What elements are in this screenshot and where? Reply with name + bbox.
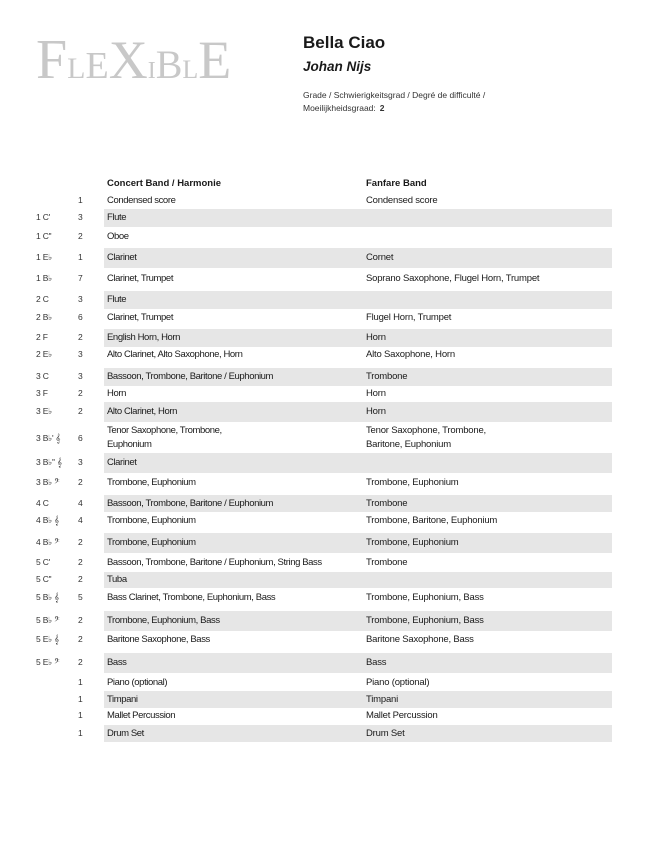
concert-band-instruments: Clarinet, Trumpet [107, 273, 174, 284]
table-row [0, 474, 648, 491]
part-label: 5 E♭ 𝄞 [36, 634, 59, 644]
fanfare-band-instruments: Timpani [366, 694, 399, 705]
table-row [0, 611, 648, 631]
part-quantity: 2 [78, 634, 83, 644]
table-row [0, 193, 648, 208]
part-quantity: 3 [78, 212, 83, 222]
concert-band-instruments: Trombone, Euphonium [107, 537, 196, 548]
fanfare-band-instruments: Flugel Horn, Trumpet [366, 312, 452, 323]
fanfare-band-instruments: Trombone [366, 498, 408, 509]
part-quantity: 1 [78, 728, 83, 738]
part-quantity: 3 [78, 294, 83, 304]
table-row [0, 533, 648, 553]
part-label: 3 B♭'' 𝄞 [36, 457, 62, 467]
table-row [0, 228, 648, 245]
part-label: 2 B♭ [36, 312, 52, 322]
table-row [0, 708, 648, 724]
part-label: 2 C [36, 294, 49, 304]
concert-band-instruments: Flute [107, 294, 127, 305]
table-row [0, 402, 648, 422]
part-label: 5 C'' [36, 574, 52, 584]
part-quantity: 2 [78, 332, 83, 342]
part-quantity: 4 [78, 515, 83, 525]
fanfare-band-instruments: Trombone [366, 557, 408, 568]
composer-name: Johan Nijs [303, 59, 372, 74]
part-label: 2 F [36, 332, 48, 342]
table-row [0, 424, 648, 453]
table-row [0, 572, 648, 588]
concert-band-instruments: Bass [107, 657, 127, 668]
part-label: 5 C' [36, 557, 51, 567]
part-label: 5 E♭ 𝄢 [36, 657, 60, 667]
fanfare-band-instruments: Alto Saxophone, Horn [366, 349, 455, 360]
part-label: 5 B♭ 𝄞 [36, 592, 59, 602]
flexible-logo: FLEXIBLE [36, 29, 232, 91]
fanfare-band-instruments: Trombone, Euphonium [366, 477, 459, 488]
table-row [0, 725, 648, 742]
part-quantity: 1 [78, 252, 83, 262]
fanfare-band-instruments: Bass [366, 657, 387, 668]
table-row [0, 347, 648, 363]
concert-band-instruments: Bass Clarinet, Trombone, Euphonium, Bass [107, 592, 276, 603]
table-row [0, 248, 648, 268]
part-quantity: 1 [78, 694, 83, 704]
part-label: 1 B♭ [36, 273, 52, 283]
part-label: 4 B♭ 𝄞 [36, 515, 59, 525]
table-row [0, 589, 648, 606]
table-row [0, 386, 648, 401]
concert-band-instruments: Trombone, Euphonium [107, 515, 196, 526]
fanfare-band-instruments: Trombone, Euphonium [366, 537, 459, 548]
part-quantity: 2 [78, 477, 83, 487]
concert-band-instruments: Trombone, Euphonium, Bass [107, 615, 220, 626]
table-row [0, 368, 648, 386]
concert-band-instruments: Tuba [107, 574, 127, 585]
part-label: 3 C [36, 371, 49, 381]
part-quantity: 2 [78, 574, 83, 584]
part-quantity: 3 [78, 457, 83, 467]
fanfare-band-instruments: Trombone [366, 371, 408, 382]
concert-band-instruments: Horn [107, 388, 126, 399]
fanfare-band-instruments: Piano (optional) [366, 677, 430, 688]
concert-band-instruments: Alto Clarinet, Alto Saxophone, Horn [107, 349, 243, 360]
fanfare-band-instruments: Trombone, Baritone, Euphonium [366, 515, 498, 526]
part-label: 4 C [36, 498, 49, 508]
fanfare-band-instruments: Drum Set [366, 728, 405, 739]
table-row [0, 309, 648, 326]
concert-band-instruments: Bassoon, Trombone, Baritone / Euphonium [107, 371, 274, 382]
concert-band-header: Concert Band / Harmonie [107, 178, 222, 189]
concert-band-instruments: Condensed score [107, 195, 176, 206]
table-row [0, 675, 648, 690]
piece-title: Bella Ciao [303, 33, 386, 52]
grade-info [303, 89, 518, 115]
part-quantity: 3 [78, 371, 83, 381]
part-quantity: 2 [78, 388, 83, 398]
part-quantity: 7 [78, 273, 83, 283]
part-quantity: 6 [78, 312, 83, 322]
table-row [0, 691, 648, 708]
part-quantity: 4 [78, 498, 83, 508]
part-quantity: 5 [78, 592, 83, 602]
concert-band-instruments: Clarinet, Trumpet [107, 312, 174, 323]
part-label: 1 E♭ [36, 252, 52, 262]
table-row [0, 495, 648, 512]
part-label: 3 F [36, 388, 48, 398]
concert-band-instruments: Drum Set [107, 728, 144, 739]
part-quantity: 1 [78, 195, 83, 205]
concert-band-instruments: Piano (optional) [107, 677, 168, 688]
part-quantity: 1 [78, 710, 83, 720]
fanfare-band-instruments: Trombone, Euphonium, Bass [366, 615, 484, 626]
fanfare-band-instruments: Horn [366, 406, 386, 417]
part-quantity: 2 [78, 657, 83, 667]
part-label: 1 C' [36, 212, 51, 222]
fanfare-band-instruments: Condensed score [366, 195, 438, 206]
concert-band-instruments: Timpani [107, 694, 138, 705]
part-label: 3 B♭' 𝄞 [36, 433, 61, 443]
part-quantity: 3 [78, 349, 83, 359]
concert-band-instruments: Alto Clarinet, Horn [107, 406, 178, 417]
part-label: 1 C'' [36, 231, 52, 241]
part-label: 4 B♭ 𝄢 [36, 537, 60, 547]
fanfare-band-header: Fanfare Band [366, 178, 427, 189]
part-label: 3 E♭ [36, 406, 52, 416]
concert-band-instruments: Tenor Saxophone, Trombone, Euphonium [107, 425, 222, 450]
grade-value: 2 [379, 103, 385, 113]
concert-band-instruments: Trombone, Euphonium [107, 477, 196, 488]
concert-band-instruments: Mallet Percussion [107, 710, 176, 721]
fanfare-band-instruments: Cornet [366, 252, 394, 263]
table-row [0, 209, 648, 227]
part-quantity: 2 [78, 557, 83, 567]
table-row [0, 270, 648, 287]
fanfare-band-instruments: Tenor Saxophone, Trombone, Baritone, Euphonium [366, 425, 486, 450]
concert-band-instruments: English Horn, Horn [107, 332, 181, 343]
table-row [0, 555, 648, 571]
fanfare-band-instruments: Trombone, Euphonium, Bass [366, 592, 484, 603]
part-quantity: 2 [78, 537, 83, 547]
part-label: 2 E♭ [36, 349, 52, 359]
fanfare-band-instruments: Baritone Saxophone, Bass [366, 634, 474, 645]
table-row [0, 453, 648, 473]
part-quantity: 6 [78, 433, 83, 443]
part-label: 3 B♭ 𝄢 [36, 477, 60, 487]
concert-band-instruments: Clarinet [107, 457, 137, 468]
fanfare-band-instruments: Horn [366, 388, 386, 399]
part-quantity: 2 [78, 406, 83, 416]
part-quantity: 1 [78, 677, 83, 687]
fanfare-band-instruments: Horn [366, 332, 386, 343]
part-quantity: 2 [78, 615, 83, 625]
concert-band-instruments: Flute [107, 212, 127, 223]
concert-band-instruments: Baritone Saxophone, Bass [107, 634, 210, 645]
concert-band-instruments: Bassoon, Trombone, Baritone / Euphonium, String Bass [107, 557, 322, 568]
part-quantity: 2 [78, 231, 83, 241]
grade-label: Grade / Schwierigkeitsgrad / Degré de difficulté / Moeilijkheidsgraad: [303, 90, 486, 113]
table-row [0, 329, 648, 347]
table-row [0, 291, 648, 309]
concert-band-instruments: Oboe [107, 231, 129, 242]
fanfare-band-instruments: Mallet Percussion [366, 710, 438, 721]
table-row [0, 632, 648, 648]
fanfare-band-instruments: Soprano Saxophone, Flugel Horn, Trumpet [366, 273, 540, 284]
concert-band-instruments: Clarinet [107, 252, 137, 263]
table-row [0, 512, 648, 529]
part-label: 5 B♭ 𝄢 [36, 615, 60, 625]
concert-band-instruments: Bassoon, Trombone, Baritone / Euphonium [107, 498, 274, 509]
table-row [0, 653, 648, 673]
